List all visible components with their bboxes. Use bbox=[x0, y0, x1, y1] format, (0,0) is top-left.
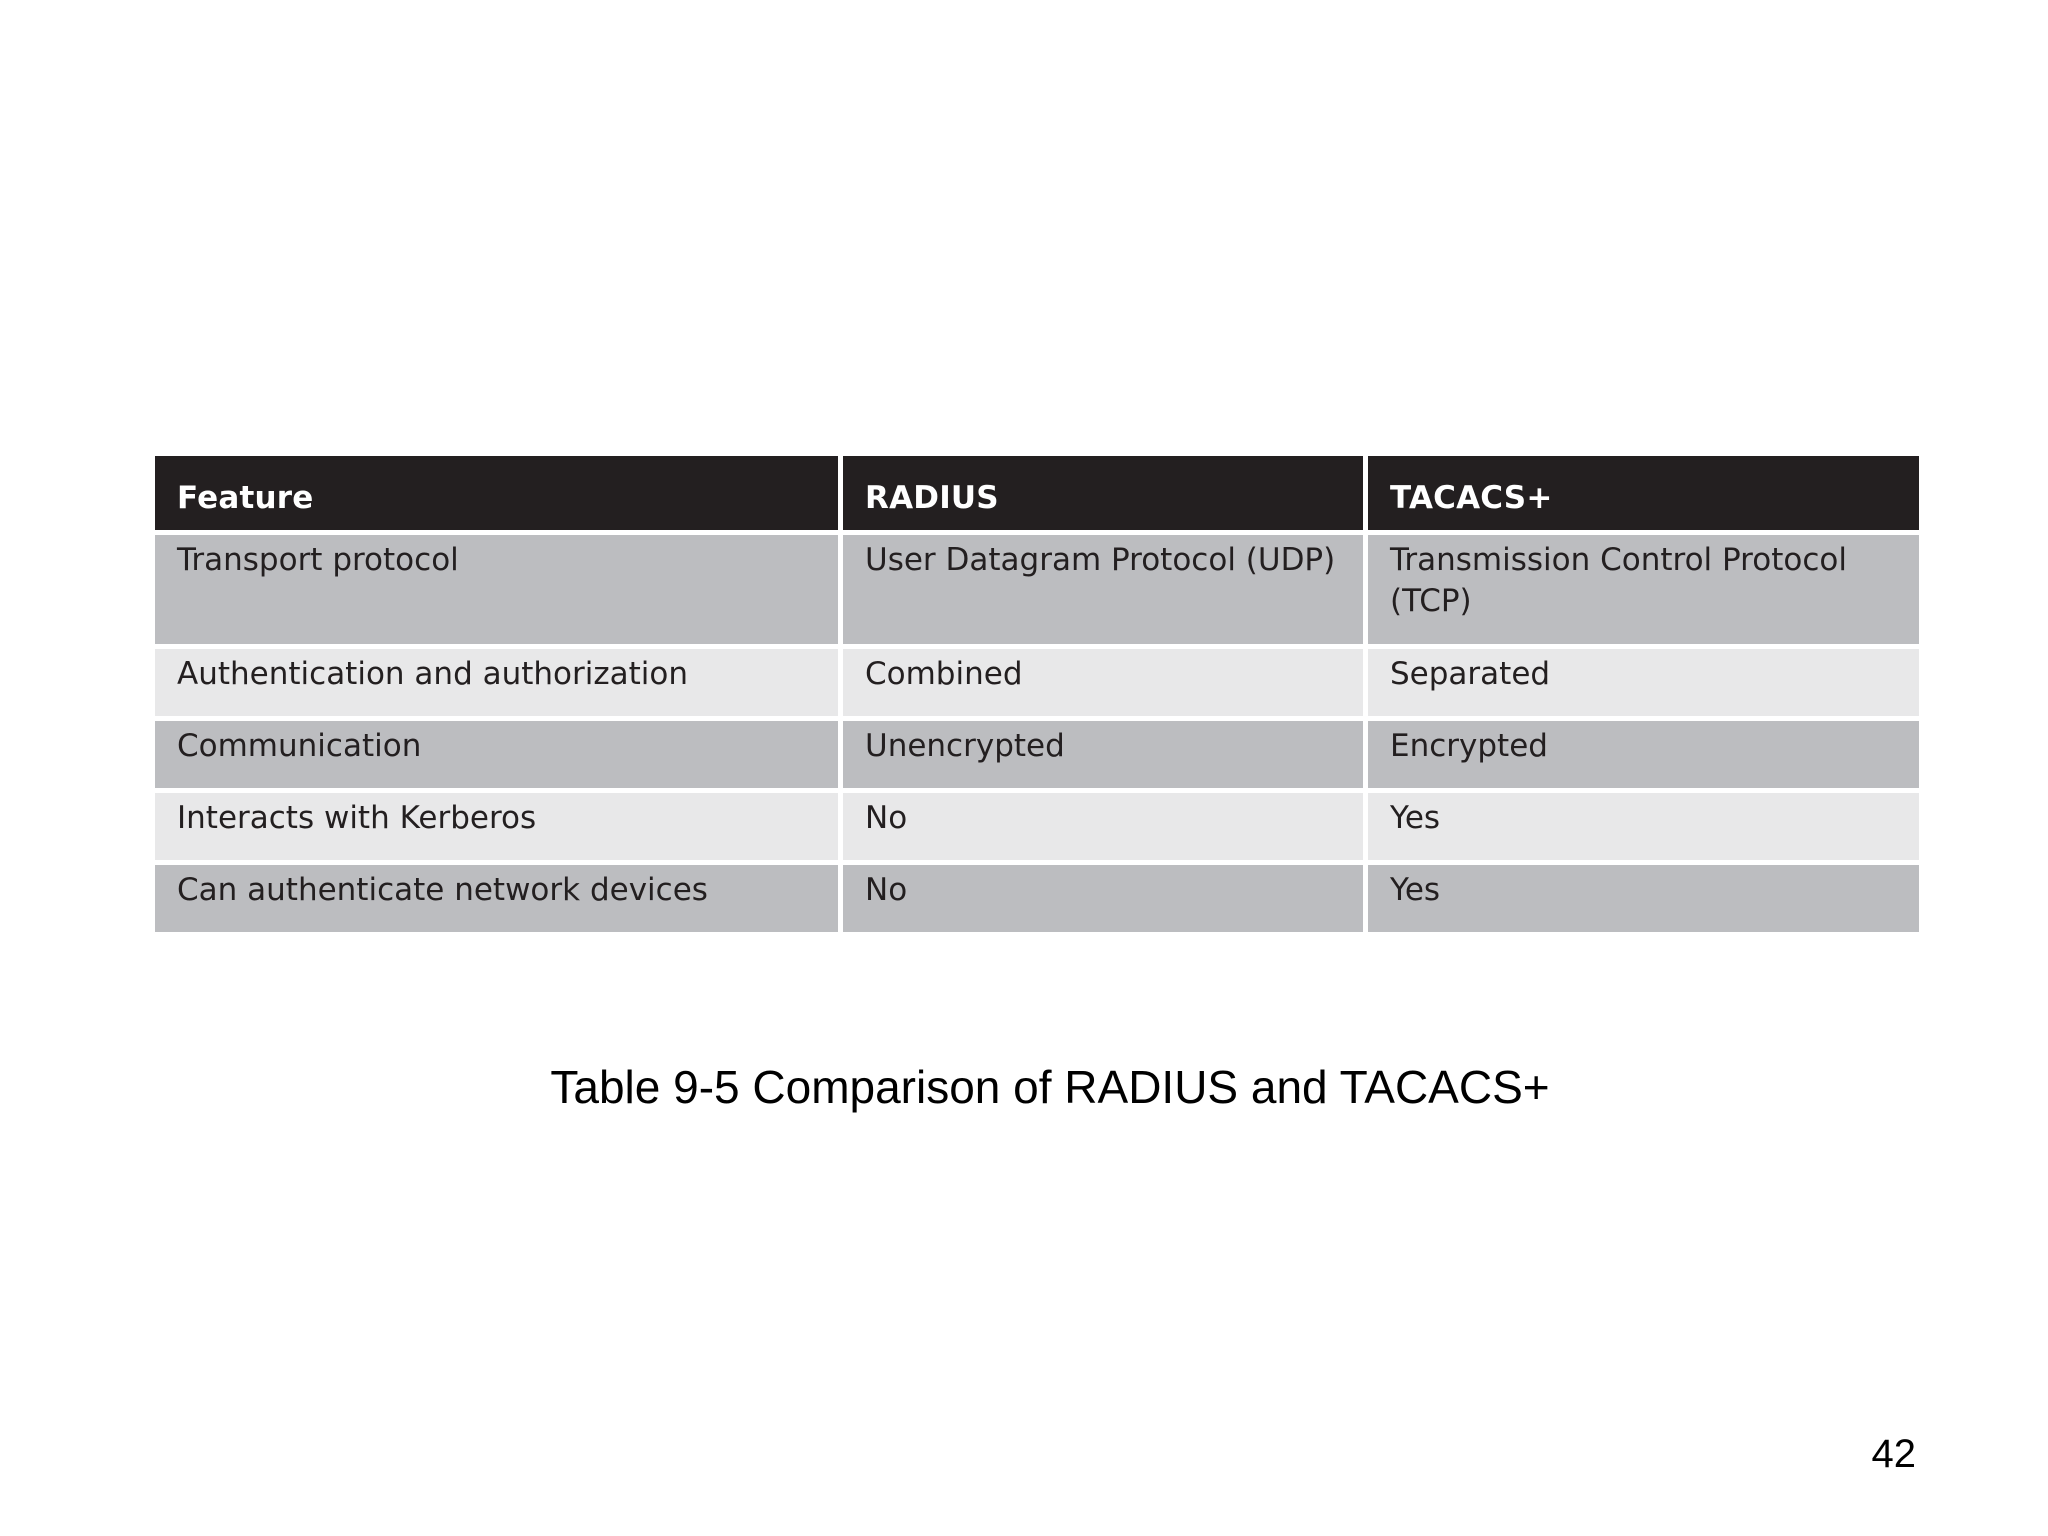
page-number: 42 bbox=[1871, 1432, 1916, 1476]
table-cell-radius: Combined bbox=[843, 649, 1368, 721]
table-cell-tacacs: Separated bbox=[1368, 649, 1919, 721]
table-cell-feature: Communication bbox=[155, 721, 843, 793]
table-header-tacacs: TACACS+ bbox=[1368, 456, 1919, 535]
table-cell-feature: Authentication and authorization bbox=[155, 649, 843, 721]
table-header-feature: Feature bbox=[155, 456, 843, 535]
table-cell-tacacs: Yes bbox=[1368, 865, 1919, 937]
table-cell-feature: Transport protocol bbox=[155, 535, 843, 649]
table-cell-tacacs: Encrypted bbox=[1368, 721, 1919, 793]
table-cell-tacacs: Transmission Control Protocol (TCP) bbox=[1368, 535, 1919, 649]
table-cell-radius: Unencrypted bbox=[843, 721, 1368, 793]
comparison-table bbox=[155, 456, 1919, 937]
table-header-radius: RADIUS bbox=[843, 456, 1368, 535]
table-cell-radius: No bbox=[843, 865, 1368, 937]
table-cell-radius: User Datagram Protocol (UDP) bbox=[843, 535, 1368, 649]
table-caption: Table 9-5 Comparison of RADIUS and TACACS+ bbox=[550, 1061, 1550, 1113]
table-cell-feature: Can authenticate network devices bbox=[155, 865, 843, 937]
table-cell-feature: Interacts with Kerberos bbox=[155, 793, 843, 865]
table-cell-radius: No bbox=[843, 793, 1368, 865]
table-cell-tacacs: Yes bbox=[1368, 793, 1919, 865]
